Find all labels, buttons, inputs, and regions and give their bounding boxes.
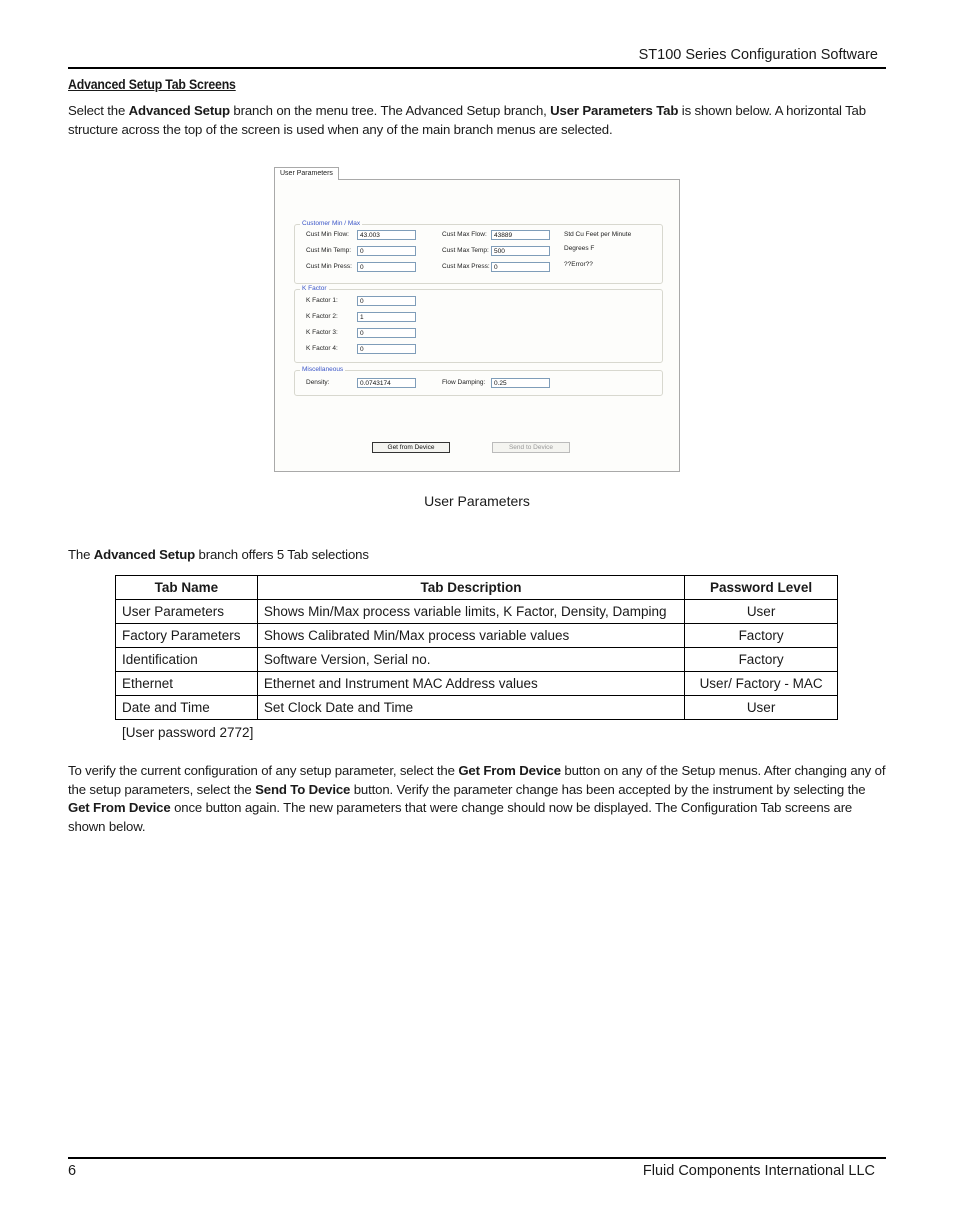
cust-max-press-label: Cust Max Press: [442, 263, 490, 270]
group-title: Miscellaneous [302, 366, 344, 373]
user-parameters-screenshot [274, 167, 680, 472]
get-from-device-button[interactable]: Get from Device [372, 442, 450, 453]
tab-selection-table [115, 575, 838, 720]
cust-min-temp-label: Cust Min Temp: [306, 247, 352, 254]
tab-description-cell: Set Clock Date and Time [257, 696, 684, 720]
password-note: [User password 2772] [122, 725, 254, 740]
password-level-cell: User/ Factory - MAC [685, 672, 838, 696]
cust-max-flow-label: Cust Max Flow: [442, 231, 487, 238]
branch-note [68, 546, 886, 565]
figure-caption: User Parameters [424, 493, 530, 509]
k-factor-4-field[interactable]: 0 [357, 344, 416, 354]
density-field[interactable]: 0.0743174 [357, 378, 416, 388]
header-tab-name: Tab Name [116, 576, 258, 600]
tab-description-cell: Shows Min/Max process variable limits, K Factor, Density, Damping [257, 600, 684, 624]
intro-text-3: is shown below. A horizontal Tab structure across the top of the screen is used when any of the main branch menus are selected. [68, 103, 866, 137]
page-number: 6 [68, 1163, 77, 1179]
cust-min-press-field[interactable]: 0 [357, 262, 416, 272]
running-header: ST100 Series Configuration Software [638, 47, 878, 63]
cust-max-flow-field[interactable]: 43889 [491, 230, 550, 240]
table-row [116, 648, 838, 672]
tab-name-cell: Date and Time [116, 696, 258, 720]
tab-name-cell: User Parameters [116, 600, 258, 624]
flow-unit: Std Cu Feet per Minute [564, 231, 632, 238]
tab-description-cell: Shows Calibrated Min/Max process variable values [257, 624, 684, 648]
section-title: Advanced Setup Tab Screens [68, 76, 236, 92]
k-factor-3-field[interactable]: 0 [357, 328, 416, 338]
table-row [116, 696, 838, 720]
branch-bold-1: Advanced Setup [93, 547, 196, 562]
table-row [116, 672, 838, 696]
cust-min-temp-field[interactable]: 0 [357, 246, 416, 256]
send-to-device-button[interactable]: Send to Device [492, 442, 570, 453]
verify-text-2: button on any of the Setup menus. After changing any of the setup parameters, select the [68, 763, 886, 797]
verify-text-4: once button again. The new parameters that were change should now be displayed. The Configuration Tab screens are shown below. [68, 800, 853, 834]
tab-name-cell: Identification [116, 648, 258, 672]
press-unit: ??Error?? [564, 261, 593, 268]
verify-bold-2: Send To Device [255, 781, 351, 797]
table-row [116, 600, 838, 624]
k-factor-1-label: K Factor 1: [306, 297, 338, 304]
group-title: Customer Min / Max [302, 220, 361, 227]
footer-rule [68, 1157, 886, 1159]
tab-panel [274, 179, 680, 472]
password-level-cell: Factory [685, 648, 838, 672]
cust-max-press-field[interactable]: 0 [491, 262, 550, 272]
branch-text-1: The [68, 547, 94, 562]
cust-max-temp-label: Cust Max Temp: [442, 247, 489, 254]
customer-minmax-group [294, 220, 663, 284]
password-level-cell: Factory [685, 624, 838, 648]
k-factor-1-field[interactable]: 0 [357, 296, 416, 306]
branch-text-2: branch offers 5 Tab selections [195, 547, 369, 562]
k-factor-2-label: K Factor 2: [306, 313, 338, 320]
k-factor-4-label: K Factor 4: [306, 345, 338, 352]
tab-user-parameters[interactable]: User Parameters [274, 167, 339, 180]
verify-paragraph [68, 762, 886, 836]
table-header-row [116, 576, 838, 600]
flow-damping-label: Flow Damping: [442, 379, 486, 386]
cust-min-flow-label: Cust Min Flow: [306, 231, 349, 238]
tab-name-cell: Ethernet [116, 672, 258, 696]
group-title: K Factor [302, 285, 327, 292]
table-row [116, 624, 838, 648]
intro-paragraph [68, 102, 886, 139]
temp-unit: Degrees F [564, 245, 595, 252]
k-factor-2-field[interactable]: 1 [357, 312, 416, 322]
intro-text-1: Select the [68, 103, 129, 118]
flow-damping-field[interactable]: 0.25 [491, 378, 550, 388]
verify-text-3: button. Verify the parameter change has been accepted by the instrument by selecting the [350, 781, 866, 797]
cust-max-temp-field[interactable]: 500 [491, 246, 550, 256]
tab-description-cell: Ethernet and Instrument MAC Address values [257, 672, 684, 696]
tab-name-cell: Factory Parameters [116, 624, 258, 648]
verify-text-1: To verify the current configuration of any setup parameter, select the [68, 763, 459, 778]
k-factor-group [294, 285, 663, 363]
password-level-cell: User [685, 696, 838, 720]
password-level-cell: User [685, 600, 838, 624]
header-tab-description: Tab Description [257, 576, 684, 600]
intro-text-2: branch on the menu tree. The Advanced Setup branch, [229, 103, 551, 118]
intro-bold-2: User Parameters Tab [550, 103, 679, 118]
verify-bold-1: Get From Device [458, 763, 561, 778]
density-label: Density: [306, 379, 330, 386]
k-factor-3-label: K Factor 3: [306, 329, 338, 336]
cust-min-press-label: Cust Min Press: [306, 263, 352, 270]
header-rule [68, 67, 886, 69]
miscellaneous-group [294, 366, 663, 396]
header-password-level: Password Level [685, 576, 838, 600]
intro-bold-1: Advanced Setup [128, 103, 230, 118]
footer-company: Fluid Components International LLC [642, 1163, 875, 1179]
cust-min-flow-field[interactable]: 43.003 [357, 230, 416, 240]
tab-description-cell: Software Version, Serial no. [257, 648, 684, 672]
verify-bold-3: Get From Device [68, 800, 171, 815]
